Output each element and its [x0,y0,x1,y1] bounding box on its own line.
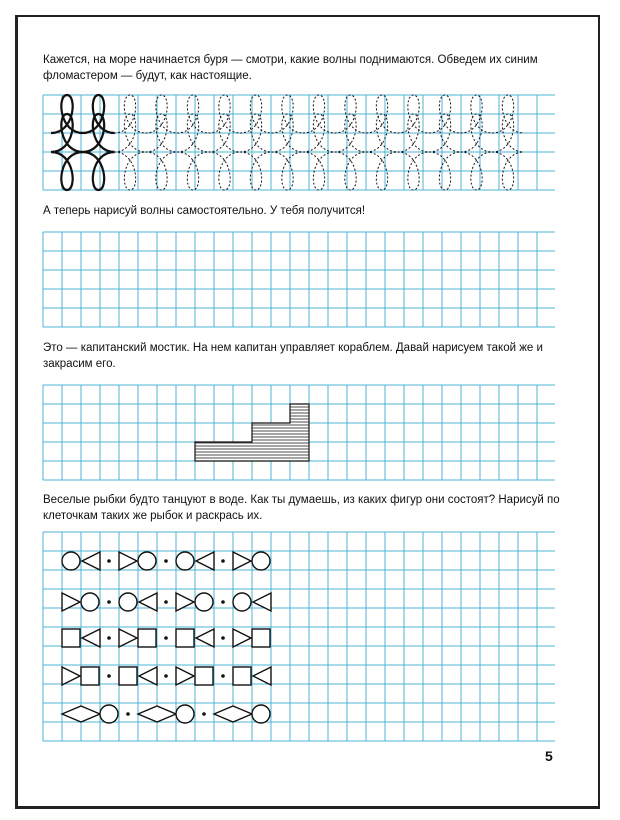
fish-square [195,667,213,685]
fish-dot [221,600,225,604]
fish-triangle-tail [253,667,271,685]
fish-row [62,667,271,685]
fish-diamond [62,706,100,722]
fish-diamond [214,706,252,722]
fish-dot [107,559,111,563]
fish-dot [221,559,225,563]
fish-triangle-tail [82,552,100,570]
fish-circle [233,593,251,611]
fish-circle [119,593,137,611]
fish-dot [126,712,130,716]
fish-dot [107,636,111,640]
fish-square [81,667,99,685]
instruction-waves: Кажется, на море начинается буря — смотри, какие волны поднимаются. Обведем их синим фломастером — будут, как настоящие. [43,54,538,82]
fish-circle [252,552,270,570]
fish-row [62,629,270,647]
fish-triangle-tail [233,629,251,647]
fish-dot [164,559,168,563]
fish-triangle-tail [62,667,80,685]
instruction-fish: Веселые рыбки будто танцуют в воде. Как ты думаешь, из каких фигур они состоят? Нарисуй по клеточкам таких же рыбок и раскрась их. [43,494,560,522]
fish-square [176,629,194,647]
wave-tracing-grid[interactable] [43,95,555,190]
fish-triangle-tail [176,667,194,685]
fish-square [252,629,270,647]
fish-triangle-tail [196,629,214,647]
fish-circle [176,705,194,723]
fish-square [138,629,156,647]
fish-square [119,667,137,685]
fish-circle [195,593,213,611]
fish-dot [221,636,225,640]
fish-circle [100,705,118,723]
fish-circle [62,552,80,570]
fish-dot [221,674,225,678]
fish-triangle-tail [139,667,157,685]
fish-triangle-tail [233,552,251,570]
fish-dot [164,600,168,604]
fish-dot [202,712,206,716]
fish-dot [164,636,168,640]
fish-circle [252,705,270,723]
fish-diamond [138,706,176,722]
grid-lines [43,95,555,190]
fish-triangle-tail [119,552,137,570]
fish-circle [176,552,194,570]
fish-dot [164,674,168,678]
instruction-bridge: Это — капитанский мостик. На нем капитан управляет кораблем. Давай нарисуем такой же и закрасим его. [43,342,543,370]
fish-dot [107,600,111,604]
fish-dot [107,674,111,678]
fish-square [233,667,251,685]
fish-circle [81,593,99,611]
page-number: 5 [545,748,553,764]
grid-lines [43,232,555,327]
fish-triangle-tail [119,629,137,647]
fish-triangle-tail [196,552,214,570]
fish-triangle-tail [82,629,100,647]
bridge-drawing-grid[interactable] [43,385,555,480]
fish-circle [138,552,156,570]
free-drawing-grid[interactable] [43,232,555,327]
fish-square [62,629,80,647]
fish-drawing-grid[interactable] [43,532,555,741]
instruction-free-waves: А теперь нарисуй волны самостоятельно. У тебя получится! [43,205,366,217]
fish-row [62,552,270,570]
fish-row [62,705,270,723]
